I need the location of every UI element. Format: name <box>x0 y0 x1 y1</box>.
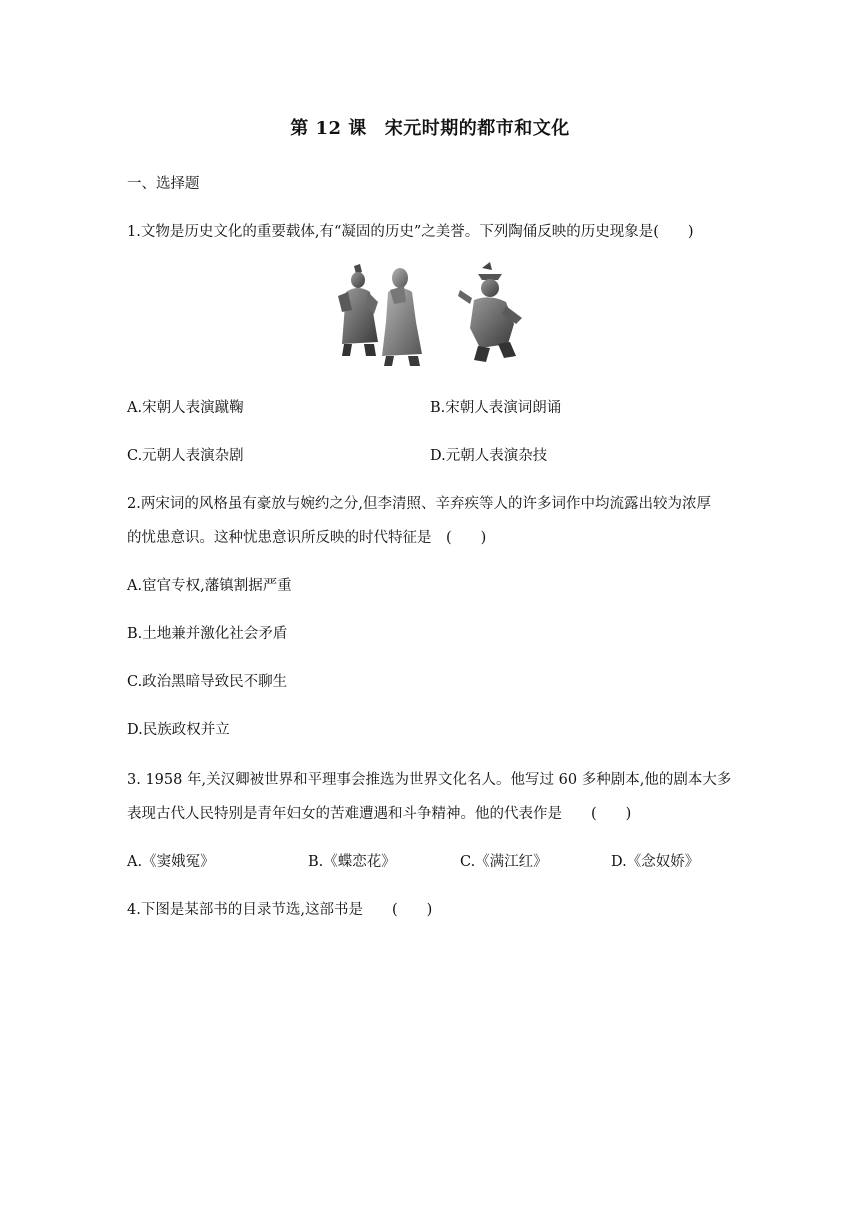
question-3-option-b: B.《蝶恋花》 <box>308 854 396 870</box>
question-2-option-a: A.宦官专权,藩镇割据严重 <box>127 578 292 594</box>
question-2-stem-line-1: 2.两宋词的风格虽有豪放与婉约之分,但李清照、辛弃疾等人的许多词作中均流露出较为浓厚 <box>127 496 711 512</box>
question-3-option-d: D.《念奴娇》 <box>611 854 700 870</box>
question-3-stem-line-1: 3. 1958 年,关汉卿被世界和平理事会推选为世界文化名人。他写过 60 多种剧本,他的剧本大多 <box>127 772 732 788</box>
question-2-stem-line-2: 的忧患意识。这种忧患意识所反映的时代特征是 ( ) <box>127 530 487 546</box>
lesson-number: 第 12 课 <box>290 118 367 139</box>
figurine-1 <box>338 264 378 356</box>
question-3-option-a: A.《窦娥冤》 <box>127 854 215 870</box>
question-3-stem-line-2: 表现古代人民特别是青年妇女的苦难遭遇和斗争精神。他的代表作是 ( ) <box>127 806 632 822</box>
question-2-option-b: B.土地兼并激化社会矛盾 <box>127 626 288 642</box>
question-1-option-c: C.元朝人表演杂剧 <box>127 448 244 464</box>
pottery-figurines-image <box>330 262 535 370</box>
section-heading: 一、选择题 <box>127 176 200 192</box>
pottery-figurines-illustration <box>330 262 535 370</box>
page-title <box>0 114 860 140</box>
lesson-name: 宋元时期的都市和文化 <box>384 118 570 139</box>
figurine-2 <box>382 268 422 366</box>
question-3-option-c: C.《满江红》 <box>460 854 548 870</box>
figurine-3 <box>458 262 522 362</box>
question-2-option-d: D.民族政权并立 <box>127 722 230 738</box>
question-1-option-b: B.宋朝人表演词朗诵 <box>430 400 562 416</box>
question-1-option-d: D.元朝人表演杂技 <box>430 448 548 464</box>
question-1-stem: 1.文物是历史文化的重要载体,有“凝固的历史”之美誉。下列陶俑反映的历史现象是( ) <box>127 224 694 240</box>
question-4-stem: 4.下图是某部书的目录节选,这部书是 ( ) <box>127 902 433 918</box>
question-1-option-a: A.宋朝人表演蹴鞠 <box>127 400 244 416</box>
question-2-option-c: C.政治黑暗导致民不聊生 <box>127 674 288 690</box>
